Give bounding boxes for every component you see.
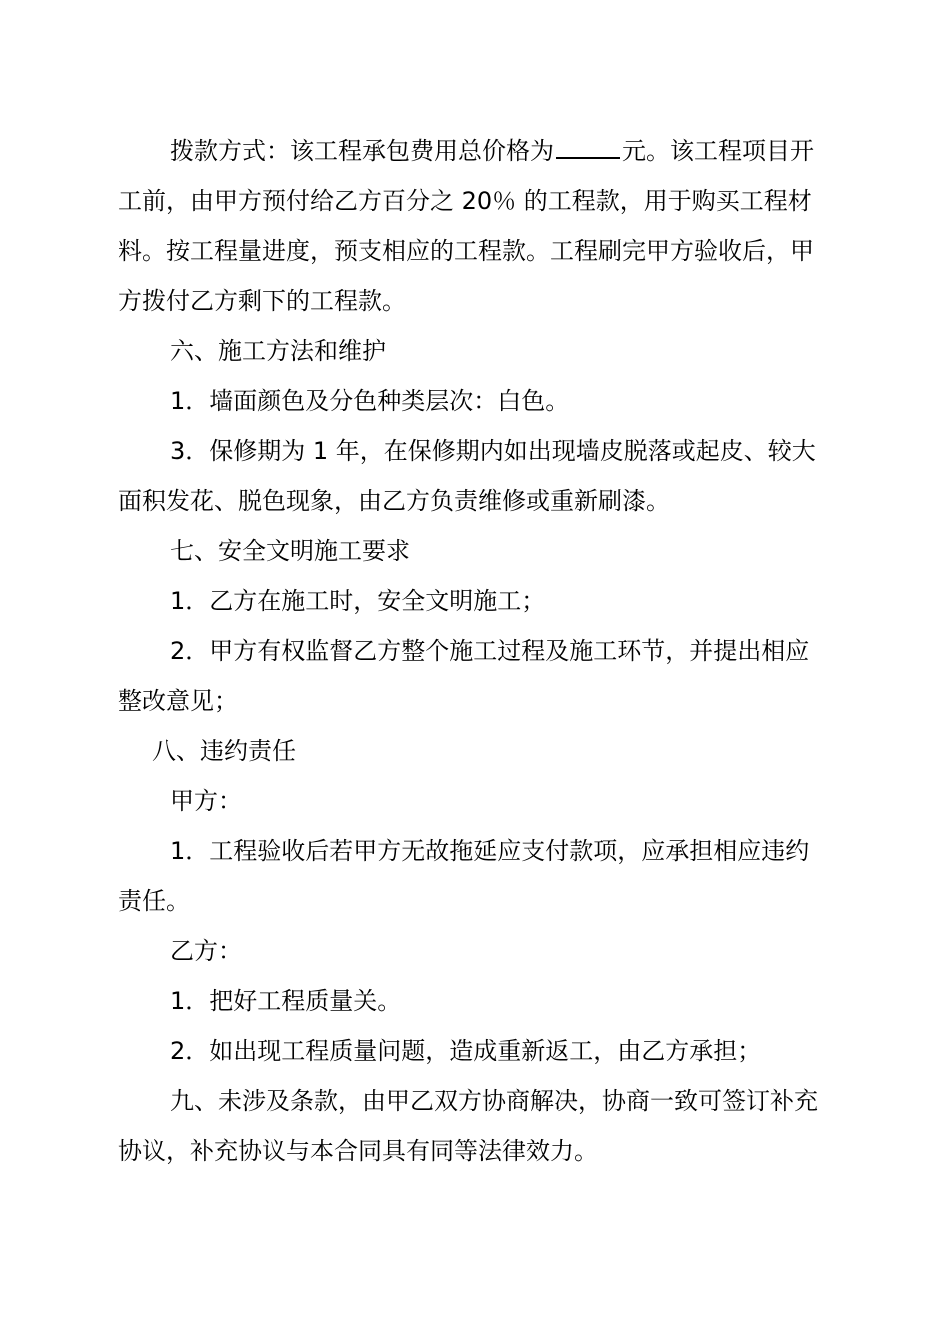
section-7-item-2: 2．甲方有权监督乙方整个施工过程及施工环节，并提出相应整改意见； [118, 637, 810, 715]
payment-text-part2: 元。该工程项目开工前，由甲方预付给乙方百分之 20％ 的工程款，用于购买工程材料。按工程量进度，预支相应的工程款。工程刷完甲方验收后，甲方拨付乙方剩下的工程款。 [118, 137, 814, 315]
document-body [118, 126, 830, 1176]
section-6-title: 六、施工方法和维护 [170, 337, 386, 365]
party-b-item-1: 1．把好工程质量关。 [170, 987, 402, 1015]
section-8-title: 八、违约责任 [152, 737, 296, 765]
section-7-title: 七、安全文明施工要求 [170, 537, 410, 565]
payment-method-paragraph [118, 126, 830, 326]
party-b-label: 乙方： [170, 937, 242, 965]
party-a-label: 甲方： [170, 787, 242, 815]
section-6-item-3: 3．保修期为 1 年，在保修期内如出现墙皮脱落或起皮、较大面积发花、脱色现象，由乙方负责维修或重新刷漆。 [118, 437, 816, 515]
section-9-text: 九、未涉及条款，由甲乙双方协商解决，协商一致可签订补充协议，补充协议与本合同具有同等法律效力。 [118, 1087, 818, 1165]
party-a-item-1: 1．工程验收后若甲方无故拖延应支付款项，应承担相应违约责任。 [118, 837, 810, 915]
payment-text-part1: 拨款方式：该工程承包费用总价格为 [170, 137, 554, 165]
price-blank-field [556, 135, 620, 159]
section-6-item-1: 1．墙面颜色及分色种类层次：白色。 [170, 387, 570, 415]
party-b-item-2: 2．如出现工程质量问题，造成重新返工，由乙方承担； [170, 1037, 762, 1065]
section-7-item-1: 1．乙方在施工时，安全文明施工； [170, 587, 546, 615]
